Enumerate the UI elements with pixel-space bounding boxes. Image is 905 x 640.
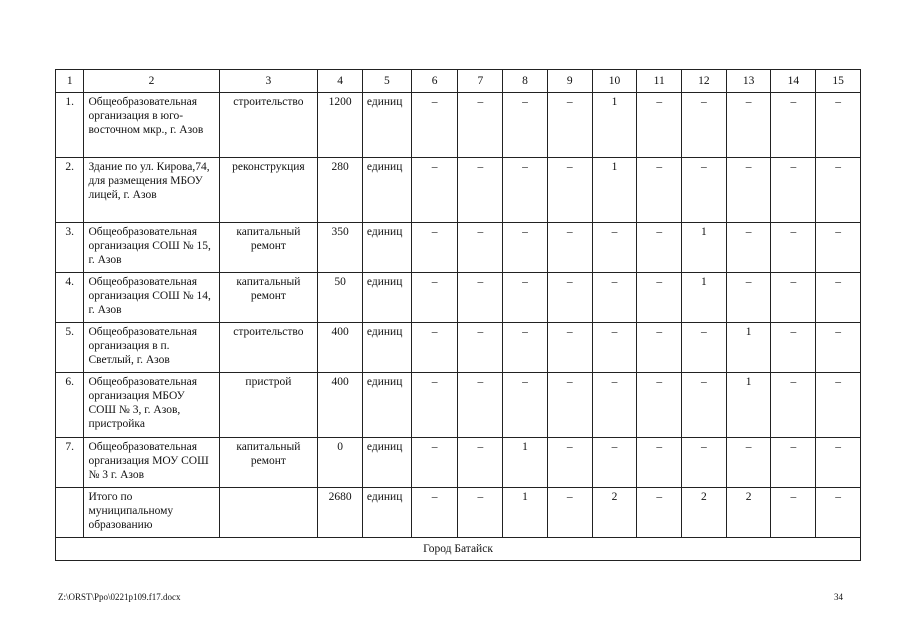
year-cell: –	[682, 93, 727, 158]
year-cell: –	[816, 158, 861, 223]
object-name: Общеобразовательная организация в юго-восточном мкр., г. Азов	[84, 93, 219, 158]
year-cell: 2	[682, 488, 727, 538]
city-section-title: Город Батайск	[56, 538, 861, 561]
table-row	[56, 223, 861, 273]
row-number	[56, 488, 84, 538]
data-table	[55, 69, 861, 561]
year-cell: –	[547, 488, 592, 538]
year-cell: –	[411, 158, 458, 223]
year-cell: –	[816, 323, 861, 373]
year-cell: –	[816, 488, 861, 538]
unit: единиц	[362, 373, 411, 438]
year-cell: –	[592, 323, 637, 373]
header-cell: 10	[592, 70, 637, 93]
year-cell: –	[816, 223, 861, 273]
work-type: реконструкция	[219, 158, 318, 223]
row-number: 4.	[56, 273, 84, 323]
year-cell: –	[503, 273, 548, 323]
year-cell: –	[458, 93, 503, 158]
year-cell: –	[637, 438, 682, 488]
year-cell: –	[458, 158, 503, 223]
year-cell: –	[771, 223, 816, 273]
year-cell: –	[726, 273, 771, 323]
year-cell: 1	[726, 323, 771, 373]
unit: единиц	[362, 223, 411, 273]
year-cell: –	[771, 373, 816, 438]
year-cell: –	[547, 158, 592, 223]
year-cell: –	[771, 438, 816, 488]
object-name: Общеобразовательная организация в п. Светлый, г. Азов	[84, 323, 219, 373]
header-row	[56, 70, 861, 93]
header-cell: 8	[503, 70, 548, 93]
year-cell: –	[771, 273, 816, 323]
year-cell: 1	[503, 488, 548, 538]
year-cell: 1	[503, 438, 548, 488]
year-cell: –	[771, 488, 816, 538]
year-cell: –	[816, 373, 861, 438]
capacity: 0	[318, 438, 363, 488]
year-cell: –	[411, 93, 458, 158]
table-row	[56, 438, 861, 488]
year-cell: –	[592, 223, 637, 273]
object-name: Здание по ул. Кирова,74, для размещения МБОУ лицей, г. Азов	[84, 158, 219, 223]
year-cell: –	[592, 438, 637, 488]
header-cell: 12	[682, 70, 727, 93]
header-cell: 15	[816, 70, 861, 93]
unit: единиц	[362, 323, 411, 373]
header-cell: 14	[771, 70, 816, 93]
year-cell: –	[726, 93, 771, 158]
year-cell: –	[411, 273, 458, 323]
header-cell: 9	[547, 70, 592, 93]
row-number: 7.	[56, 438, 84, 488]
unit: единиц	[362, 438, 411, 488]
year-cell: –	[458, 488, 503, 538]
row-number: 6.	[56, 373, 84, 438]
row-number: 5.	[56, 323, 84, 373]
row-number: 3.	[56, 223, 84, 273]
header-cell: 5	[362, 70, 411, 93]
year-cell: –	[771, 158, 816, 223]
year-cell: –	[637, 323, 682, 373]
year-cell: –	[726, 438, 771, 488]
header-cell: 13	[726, 70, 771, 93]
year-cell: –	[816, 438, 861, 488]
work-type: капитальный ремонт	[219, 273, 318, 323]
year-cell: –	[816, 93, 861, 158]
year-cell: –	[682, 158, 727, 223]
unit: единиц	[362, 93, 411, 158]
file-path: Z:\ORST\Ppo\0221p109.f17.docx	[58, 592, 181, 602]
capacity: 400	[318, 323, 363, 373]
capacity: 280	[318, 158, 363, 223]
header-cell: 7	[458, 70, 503, 93]
year-cell: –	[771, 93, 816, 158]
year-cell: –	[503, 373, 548, 438]
table-row	[56, 373, 861, 438]
year-cell: –	[458, 373, 503, 438]
capacity: 50	[318, 273, 363, 323]
year-cell: 1	[592, 158, 637, 223]
year-cell: –	[547, 273, 592, 323]
row-number: 1.	[56, 93, 84, 158]
year-cell: –	[547, 93, 592, 158]
work-type: капитальный ремонт	[219, 438, 318, 488]
object-name: Итого по муниципальному образованию	[84, 488, 219, 538]
object-name: Общеобразовательная организация МБОУ СОШ № 3, г. Азов, пристройка	[84, 373, 219, 438]
year-cell: 1	[682, 223, 727, 273]
year-cell: 2	[726, 488, 771, 538]
year-cell: –	[458, 323, 503, 373]
year-cell: –	[637, 488, 682, 538]
year-cell: –	[637, 373, 682, 438]
header-cell: 11	[637, 70, 682, 93]
header-cell: 4	[318, 70, 363, 93]
year-cell: –	[411, 488, 458, 538]
year-cell: –	[458, 438, 503, 488]
year-cell: –	[726, 158, 771, 223]
table-row	[56, 323, 861, 373]
year-cell: –	[816, 273, 861, 323]
year-cell: –	[411, 323, 458, 373]
header-cell: 2	[84, 70, 219, 93]
year-cell: –	[637, 158, 682, 223]
object-name: Общеобразовательная организация МОУ СОШ № 3 г. Азов	[84, 438, 219, 488]
year-cell: –	[503, 223, 548, 273]
unit: единиц	[362, 158, 411, 223]
table-row	[56, 158, 861, 223]
year-cell: –	[411, 438, 458, 488]
year-cell: –	[682, 438, 727, 488]
row-number: 2.	[56, 158, 84, 223]
year-cell: –	[458, 223, 503, 273]
year-cell: –	[637, 273, 682, 323]
year-cell: –	[637, 223, 682, 273]
object-name: Общеобразовательная организация СОШ № 14, г. Азов	[84, 273, 219, 323]
work-type: пристрой	[219, 373, 318, 438]
capacity: 2680	[318, 488, 363, 538]
year-cell: –	[503, 158, 548, 223]
year-cell: –	[547, 323, 592, 373]
capacity: 1200	[318, 93, 363, 158]
year-cell: –	[458, 273, 503, 323]
year-cell: –	[503, 93, 548, 158]
year-cell: –	[682, 323, 727, 373]
header-cell: 1	[56, 70, 84, 93]
unit: единиц	[362, 488, 411, 538]
year-cell: –	[503, 323, 548, 373]
table-row	[56, 93, 861, 158]
table-row	[56, 273, 861, 323]
object-name: Общеобразовательная организация СОШ № 15, г. Азов	[84, 223, 219, 273]
year-cell: –	[547, 223, 592, 273]
year-cell: 1	[682, 273, 727, 323]
work-type: капитальный ремонт	[219, 223, 318, 273]
capacity: 400	[318, 373, 363, 438]
year-cell: –	[411, 373, 458, 438]
work-type: строительство	[219, 323, 318, 373]
year-cell: –	[637, 93, 682, 158]
work-type: строительство	[219, 93, 318, 158]
year-cell: –	[547, 438, 592, 488]
year-cell: 1	[592, 93, 637, 158]
total-row	[56, 488, 861, 538]
header-cell: 3	[219, 70, 318, 93]
unit: единиц	[362, 273, 411, 323]
year-cell: –	[592, 373, 637, 438]
city-section-row	[56, 538, 861, 561]
work-type	[219, 488, 318, 538]
year-cell: –	[411, 223, 458, 273]
year-cell: –	[771, 323, 816, 373]
year-cell: –	[547, 373, 592, 438]
page-number: 34	[834, 592, 843, 602]
year-cell: –	[592, 273, 637, 323]
year-cell: –	[726, 223, 771, 273]
year-cell: 2	[592, 488, 637, 538]
year-cell: –	[682, 373, 727, 438]
header-cell: 6	[411, 70, 458, 93]
capacity: 350	[318, 223, 363, 273]
year-cell: 1	[726, 373, 771, 438]
